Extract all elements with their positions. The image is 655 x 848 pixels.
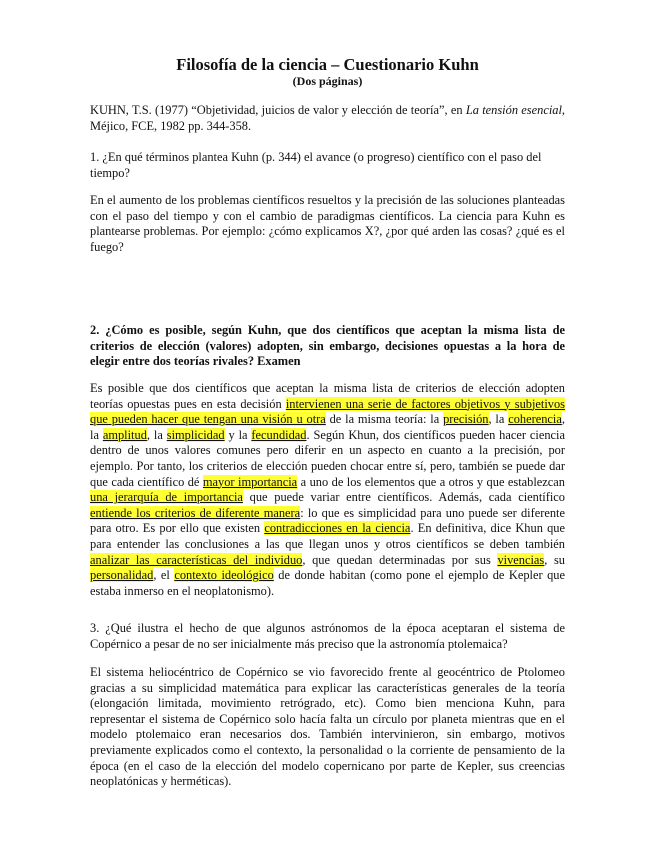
document-title: Filosofía de la ciencia – Cuestionario Kuhn (176, 55, 479, 74)
answer-2-text: Es posible que dos científicos que aceptan la misma lista de criterios de elección adopten teorías opuestas pues en esta decisión (90, 381, 565, 411)
answer-2-text: , la (146, 427, 167, 442)
answer-2-text: de donde habitan (como pone el ejemplo de Kepler que estaba inmerso en el neoplatonismo). (90, 568, 565, 598)
highlight-hierarchy: una jerarquía de importancia (90, 490, 243, 505)
answer-2-text: , su (544, 552, 565, 567)
document-subtitle: (Dos páginas) (292, 74, 363, 88)
answer-2-text: de la misma teoría: la (325, 412, 444, 427)
answer-2-text: : lo que es simplicidad para uno puede ser diferente para otro. Es por ello que existen (90, 505, 566, 536)
highlight-coherence: coherencia (508, 412, 562, 427)
highlight-understanding: entiende los criterios de diferente manera (90, 505, 301, 520)
question-2: 2. ¿Cómo es posible, según Kuhn, que dos científicos que aceptan la misma lista de criterios de elección (valores) adopten, sin embargo, decisiones opuestas a la hora de elegir entre dos teorías rivales? Examen (90, 323, 565, 369)
reference-publication: , Méjico, FCE, 1982 pp. 344-358. (90, 103, 566, 133)
highlight-precision: precisión (443, 412, 489, 427)
question-3: 3. ¿Qué ilustra el hecho de que algunos astrónomos de la época aceptaran el sistema de Copérnico a pesar de no ser inicialmente más preciso que la astronomía ptolemaica? (90, 621, 565, 651)
highlight-individual: analizar las características del individuo (90, 552, 303, 567)
answer-2-text: , el (153, 568, 175, 583)
answer-2-text: , la (90, 412, 565, 442)
answer-2-text: , la (488, 412, 509, 427)
answer-2-text: y la (224, 427, 252, 442)
highlight-importance: mayor importancia (202, 474, 298, 489)
answer-2-text: a uno de los elementos que a otros y que establezcan (297, 474, 565, 489)
highlight-contradictions: contradicciones en la ciencia (264, 521, 411, 536)
reference-text: KUHN, T.S. (1977) “Objetividad, juicios de valor y elección de teoría”, en (90, 103, 466, 117)
highlight-experiences: vivencias (497, 552, 545, 567)
answer-2 (90, 381, 565, 599)
reference-book-title: La tensión esencial (465, 103, 562, 117)
reference-paragraph (90, 103, 565, 134)
highlight-scope: amplitud (102, 427, 147, 442)
highlight-personality: personalidad (90, 568, 154, 583)
answer-2-text: . En definitiva, dice Khun que para entender las conclusiones a las que llegan unos y otros científicos se deben también (90, 521, 565, 551)
answer-2-text: , que quedan determinadas por sus (302, 552, 498, 567)
highlight-fruitfulness: fecundidad (251, 427, 307, 442)
highlight-simplicity: simplicidad (166, 427, 225, 442)
answer-3: El sistema heliocéntrico de Copérnico se vio favorecido frente al geocéntrico de Ptolomeo gracias a su simplicidad matemática para explicar las características generales de la teoría (elongación limitada, movimiento retrógrado, etc). Como bien menciona Kuhn, para representar el sistema de Copérnico solo hacía falta un círculo por planeta mientras que en el modelo ptolemaico eran necesarios dos. También intervinieron, sin embargo, motivos previamente explicados como el contexto, la personalidad o la corriente de pensamiento de la época (en el caso de la elección del modelo copernicano por parte de Kepler, sus creencias neoplatónicas y herméticas). (90, 665, 565, 789)
question-1: 1. ¿En qué términos plantea Kuhn (p. 344) el avance (o progreso) científico con el paso del tiempo? (90, 150, 542, 180)
answer-2-text: . Según Khun, dos científicos pueden hacer ciencia dentro de unos valores comunes pero diferir en un aspecto en cuanto a la precisión, por ejemplo. Por tanto, los criterios de elección pueden chocar entre sí, pero, también se puede dar que cada científico dé (90, 427, 565, 489)
answer-1: En el aumento de los problemas científicos resueltos y la precisión de las soluciones planteadas con el paso del tiempo y con el cambio de paradigmas científicos. La ciencia para Kuhn es plantearse problemas. Por ejemplo: ¿cómo explicamos X?, ¿por qué arden las cosas? ¿qué es el fuego? (90, 193, 565, 254)
highlight-context: contexto ideológico (174, 568, 274, 583)
highlight-factors: intervienen una serie de factores objetivos y subjetivos que pueden hacer que tengan una visión u otra (90, 396, 566, 427)
answer-2-text: que puede variar entre científicos. Además, cada científico (242, 490, 565, 505)
